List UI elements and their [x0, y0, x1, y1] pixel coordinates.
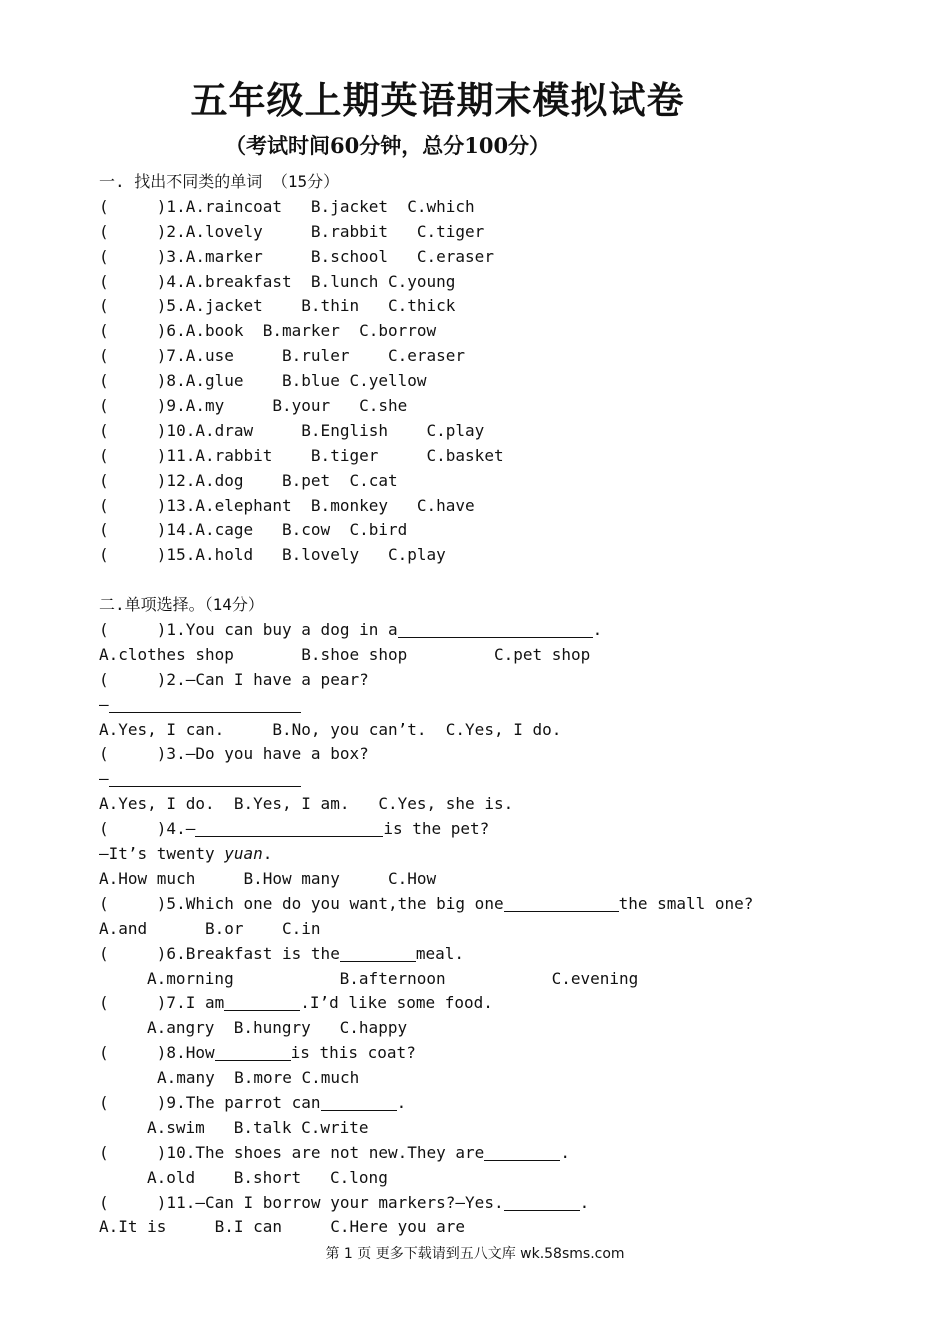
answer-blank[interactable] [398, 620, 593, 638]
list-item: ( )13.A.elephant B.monkey C.have [99, 495, 475, 515]
list-item: ( )11.A.rabbit B.tiger C.basket [99, 445, 504, 465]
list-item: ( )4.A.breakfast B.lunch C.young [99, 271, 456, 291]
answer-text: —It’s twenty [99, 844, 225, 864]
question-end: .I’d like some food. [300, 993, 493, 1013]
answer-blank[interactable] [504, 894, 619, 912]
question-options: A.old B.short C.long [147, 1167, 388, 1187]
question-options: A.and B.or C.in [99, 918, 321, 938]
question-end: the small one? [618, 893, 754, 913]
answer-blank[interactable] [321, 1093, 397, 1111]
list-item: ( )14.A.cage B.cow C.bird [99, 520, 408, 540]
answer-blank[interactable] [109, 695, 301, 713]
question-options: A.swim B.talk C.write [147, 1117, 369, 1137]
question-options: A.Yes, I do. B.Yes, I am. C.Yes, she is. [99, 794, 514, 814]
question-options: A.angry B.hungry C.happy [147, 1018, 408, 1038]
answer-blank[interactable] [504, 1193, 580, 1211]
question-options: A.clothes shop B.shoe shop C.pet shop [99, 644, 591, 664]
question-7 [99, 991, 919, 1016]
question-stem: ( )11.—Can I borrow your markers?—Yes. [99, 1192, 504, 1212]
answer-line [99, 767, 919, 792]
answer-blank[interactable] [484, 1143, 560, 1161]
list-item: ( )8.A.glue B.blue C.yellow [99, 371, 427, 391]
exam-body [99, 170, 919, 1240]
question-9 [99, 1091, 919, 1116]
question-stem: ( )1.You can buy a dog in a [99, 620, 398, 640]
question-2: ( )2.—Can I have a pear? [99, 669, 369, 689]
list-item: ( )10.A.draw B.English C.play [99, 420, 485, 440]
question-end: . [592, 620, 603, 640]
list-item: ( )12.A.dog B.pet C.cat [99, 470, 398, 490]
question-stem: ( )4.— [99, 819, 196, 839]
question-stem: ( )8.How [99, 1043, 215, 1063]
question-options: A.It is B.I can C.Here you are [99, 1217, 466, 1237]
list-item: ( )15.A.hold B.lovely C.play [99, 545, 446, 565]
question-end: . [560, 1142, 570, 1162]
question-options: A.many B.more C.much [157, 1068, 360, 1088]
question-stem: ( )7.I am [99, 993, 225, 1013]
answer-italic: yuan [224, 844, 263, 864]
dash: — [99, 694, 109, 714]
question-options: A.Yes, I can. B.No, you can’t. C.Yes, I do. [99, 719, 562, 739]
question-11 [99, 1191, 919, 1216]
question-end: is this coat? [290, 1043, 416, 1063]
list-item: ( )1.A.raincoat B.jacket C.which [99, 196, 475, 216]
spacer [99, 568, 919, 593]
question-5 [99, 892, 919, 917]
page-title: 五年级上期英语期末模拟试卷 [190, 78, 685, 122]
question-8 [99, 1041, 919, 1066]
page-subtitle: （考试时间60分钟，总分100分） [225, 133, 551, 158]
answer-blank[interactable] [195, 819, 383, 837]
answer-line [99, 842, 919, 867]
dash: — [99, 769, 109, 789]
question-end: . [396, 1092, 407, 1112]
question-options: A.morning B.afternoon C.evening [147, 968, 639, 988]
list-item: ( )3.A.marker B.school C.eraser [99, 246, 494, 266]
list-item: ( )7.A.use B.ruler C.eraser [99, 346, 466, 366]
question-end: . [579, 1192, 590, 1212]
answer-end: . [262, 844, 273, 864]
list-item: ( )5.A.jacket B.thin C.thick [99, 296, 456, 316]
page-footer[interactable]: 第 1 页 更多下载请到五八文库 wk.58sms.com [325, 1246, 625, 1262]
question-10 [99, 1141, 919, 1166]
question-6 [99, 942, 919, 967]
list-item: ( )2.A.lovely B.rabbit C.tiger [99, 221, 485, 241]
question-options: A.How much B.How many C.How [99, 868, 437, 888]
question-stem: ( )6.Breakfast is the [99, 943, 340, 963]
answer-blank[interactable] [109, 769, 301, 787]
question-end: meal. [415, 943, 464, 963]
section1-heading: 一. 找出不同类的单词 （15分） [99, 172, 340, 191]
answer-blank[interactable] [340, 944, 416, 962]
answer-blank[interactable] [215, 1043, 291, 1061]
list-item: ( )9.A.my B.your C.she [99, 396, 408, 416]
section2-heading: 二.单项选择。（14分） [99, 595, 264, 615]
question-stem: ( )10.The shoes are not new.They are [99, 1142, 485, 1162]
question-4 [99, 817, 919, 842]
question-1 [99, 618, 919, 643]
question-end: is the pet? [383, 819, 490, 839]
question-stem: ( )5.Which one do you want,the big one [99, 893, 504, 913]
question-3: ( )3.—Do you have a box? [99, 744, 369, 764]
answer-line [99, 693, 919, 718]
list-item: ( )6.A.book B.marker C.borrow [99, 321, 437, 341]
question-stem: ( )9.The parrot can [99, 1092, 321, 1112]
answer-blank[interactable] [224, 993, 300, 1011]
